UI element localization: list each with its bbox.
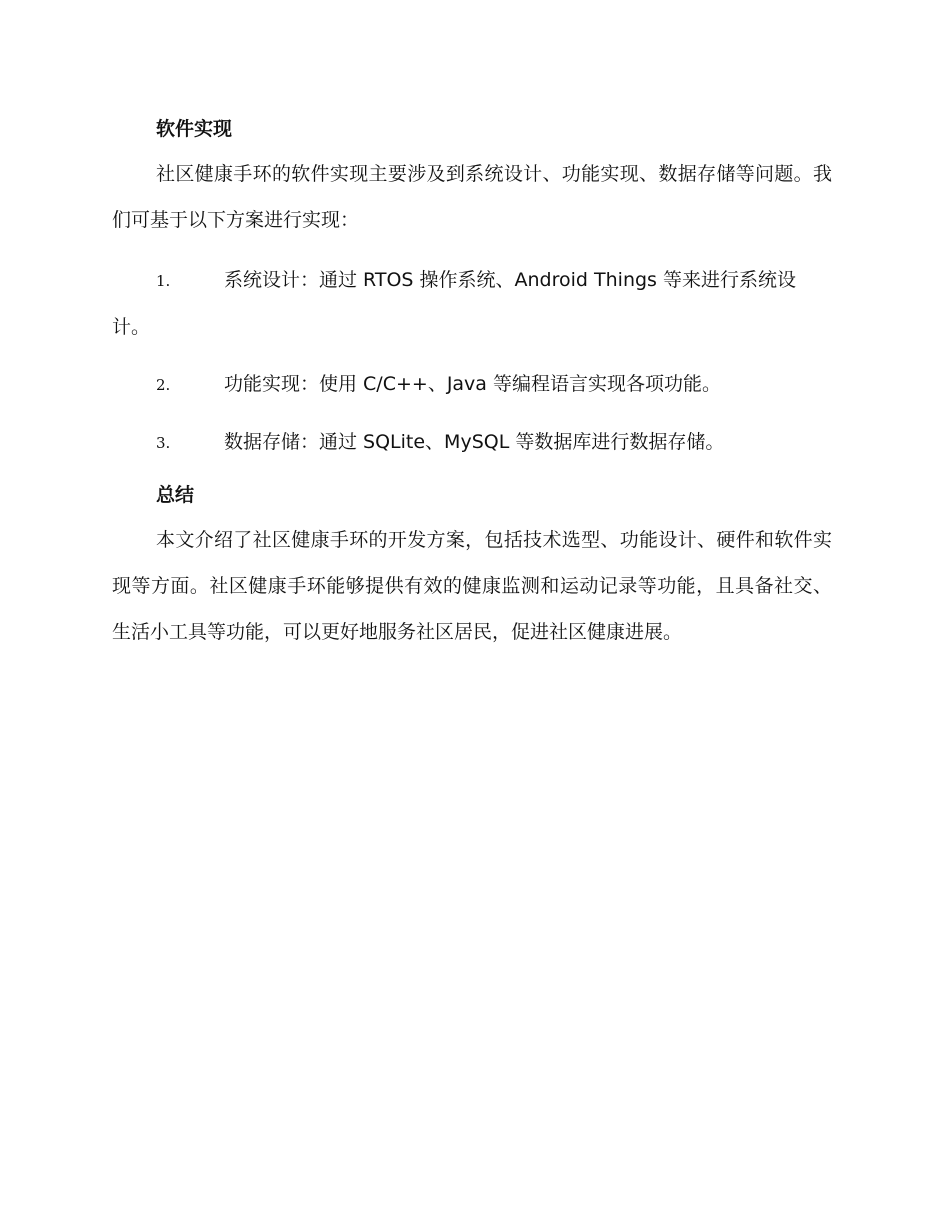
software-plan-list — [112, 257, 832, 466]
list-item-number: 3. — [156, 434, 171, 452]
list-item — [112, 419, 832, 466]
list-item-text: 功能实现：使用 C/C++、Java 等编程语言实现各项功能。 — [224, 373, 721, 395]
software-intro-paragraph: 社区健康手环的软件实现主要涉及到系统设计、功能实现、数据存储等问题。我们可基于以下方案进行实现： — [112, 163, 832, 231]
section-heading-software: 软件实现 — [156, 118, 233, 140]
list-item-text: 系统设计：通过 RTOS 操作系统、Android Things 等来进行系统设计。 — [112, 269, 796, 338]
list-item-number: 2. — [156, 376, 171, 394]
list-item-text: 数据存储：通过 SQLite、MySQL 等数据库进行数据存储。 — [224, 431, 725, 453]
summary-paragraph: 本文介绍了社区健康手环的开发方案，包括技术选型、功能设计、硬件和软件实现等方面。社区健康手环能够提供有效的健康监测和运动记录等功能，且具备社交、生活小工具等功能，可以更好地服务社区居民，促进社区健康进展。 — [112, 529, 832, 643]
list-item-number: 1. — [156, 272, 171, 290]
section-heading-summary: 总结 — [156, 484, 195, 506]
list-item — [112, 257, 832, 350]
list-item — [112, 361, 832, 408]
